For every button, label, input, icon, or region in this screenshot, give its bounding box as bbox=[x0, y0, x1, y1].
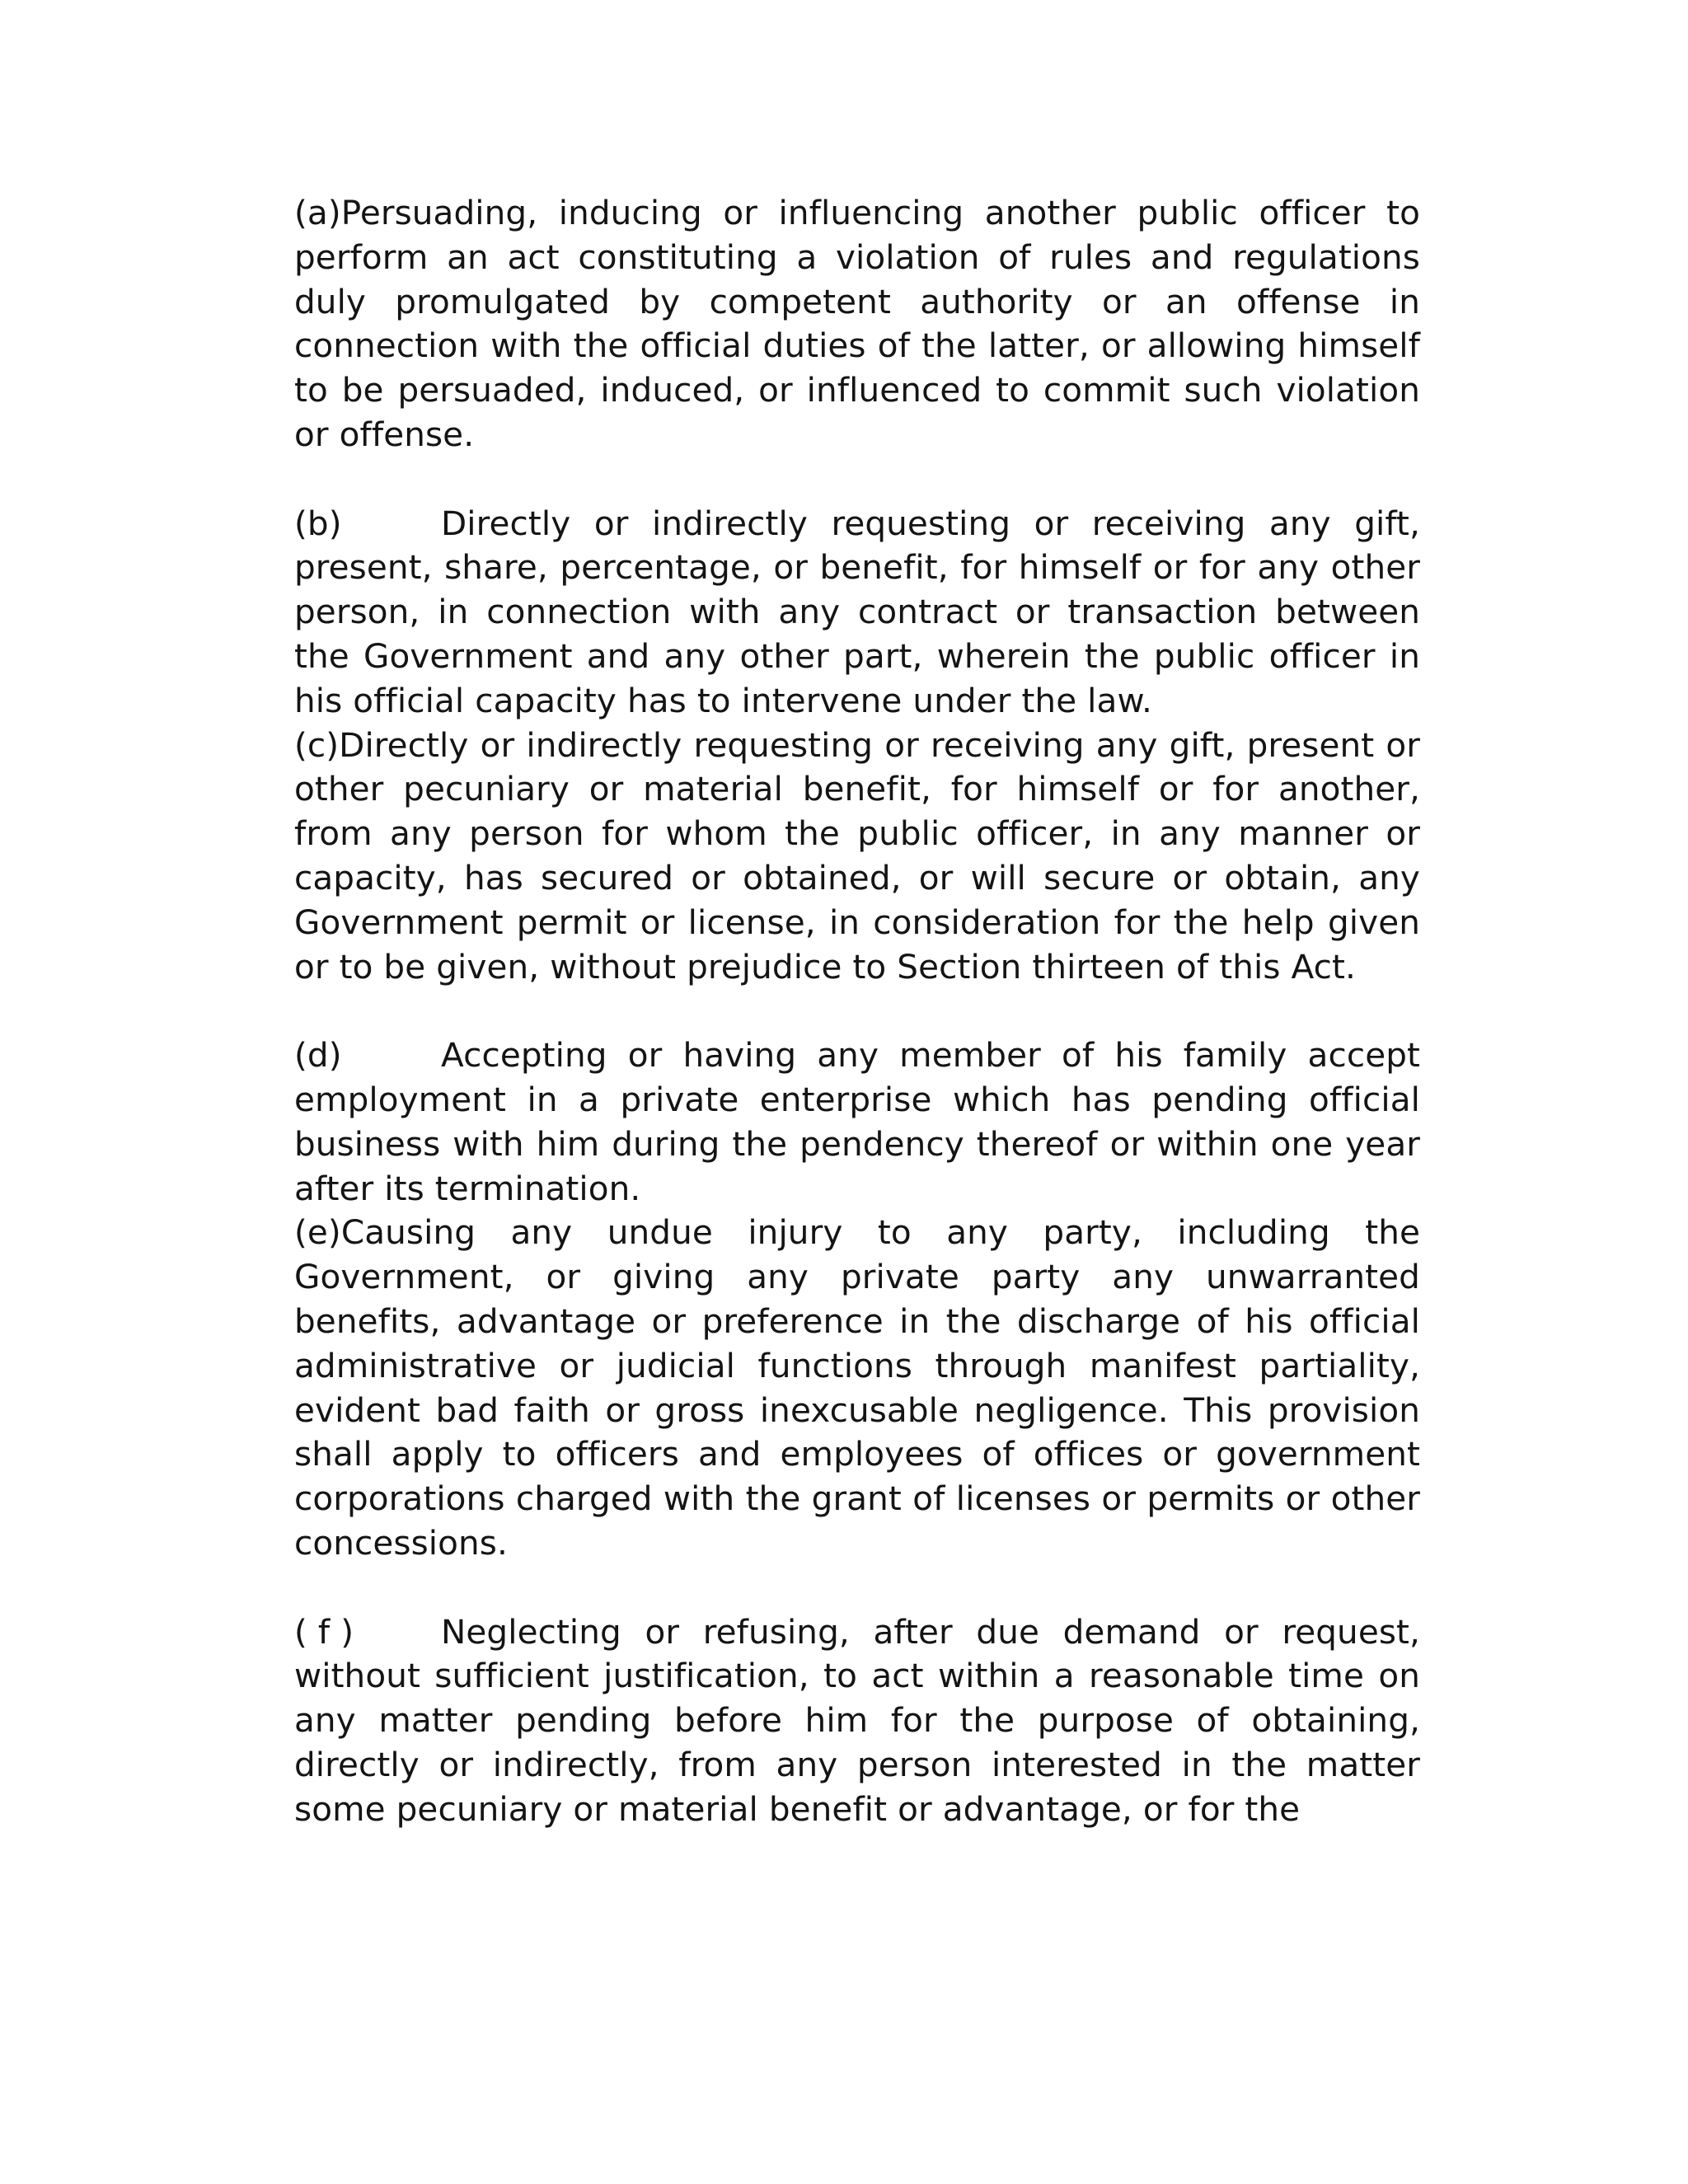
paragraph-spacer bbox=[294, 1566, 1420, 1610]
paragraph-d bbox=[294, 1033, 1420, 1211]
paragraph-spacer bbox=[294, 989, 1420, 1033]
paragraph-e-label: (e) bbox=[294, 1212, 341, 1253]
paragraph-d-label: (d) bbox=[294, 1035, 342, 1076]
paragraph-f-text: Neglecting or refusing, after due demand or request, without sufficient justification, to act within a reasonable time on any matter pending before him for the purpose of obtaining, directly or indirectly, from any person interested in the matter some pecuniary or material benefit or advantage, or for the bbox=[294, 1611, 1420, 1829]
paragraph-f-label: ( f ) bbox=[294, 1611, 354, 1652]
paragraph-d-text: Accepting or having any member of his family accept employment in a private enterprise which has pending official business with him during the pendency thereof or within one year after its termination. bbox=[294, 1035, 1420, 1208]
paragraph-spacer bbox=[294, 457, 1420, 502]
paragraph-b bbox=[294, 502, 1420, 724]
document-body bbox=[294, 191, 1420, 1831]
paragraph-e-text: Causing any undue injury to any party, including the Government, or giving any private party any unwarranted benefits, advantage or preference in the discharge of his official administrative or judicial functions through manifest partiality, evident bad faith or gross inexcusable negligence. This provision shall apply to officers and employees of offices or government corporations charged with the grant of licenses or permits or other concessions. bbox=[294, 1212, 1420, 1563]
paragraph-f bbox=[294, 1610, 1420, 1832]
paragraph-a bbox=[294, 191, 1420, 457]
paragraph-a-text: Persuading, inducing or influencing another public officer to perform an act constituting a violation of rules and regulations duly promulgated by competent authority or an offense in connection with the official duties of the latter, or allowing himself to be persuaded, induced, or influenced to commit such violation or offense. bbox=[294, 193, 1420, 454]
paragraph-b-text: Directly or indirectly requesting or receiving any gift, present, share, percentage, or benefit, for himself or for any other person, in connection with any contract or transaction between the Government and any other part, wherein the public officer in his official capacity has to intervene under the law. bbox=[294, 503, 1420, 720]
paragraph-c-label: (c) bbox=[294, 724, 340, 765]
paragraph-a-label: (a) bbox=[294, 193, 341, 232]
paragraph-c bbox=[294, 724, 1420, 990]
paragraph-c-text: Directly or indirectly requesting or receiving any gift, present or other pecuniary or material benefit, for himself or for another, from any person for whom the public officer, in any manner or capacity, has secured or obtained, or will secure or obtain, any Government permit or license, in consideration for the help given or to be given, without prejudice to Section thirteen of this Act. bbox=[294, 724, 1420, 987]
paragraph-e bbox=[294, 1211, 1420, 1565]
paragraph-b-label: (b) bbox=[294, 503, 342, 543]
